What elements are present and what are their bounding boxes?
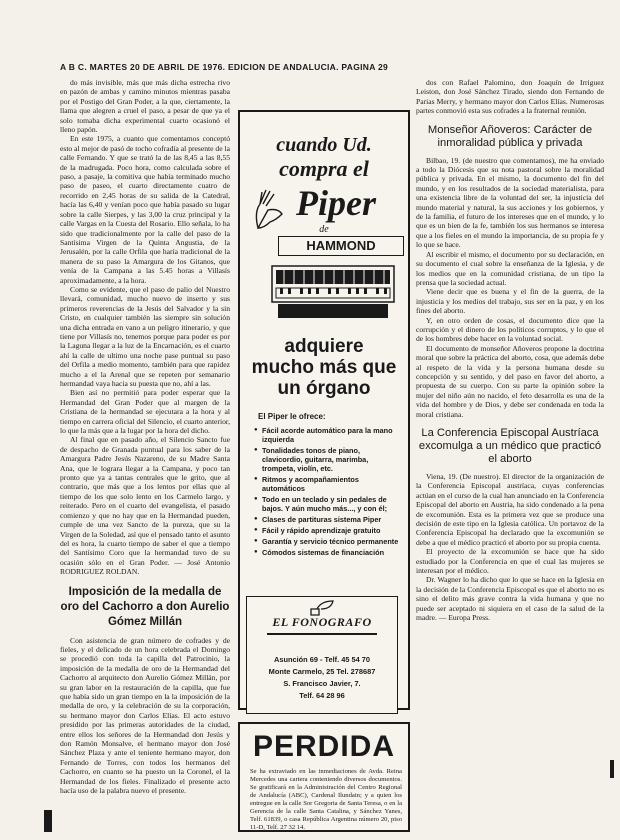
article-paragraph: Dr. Wagner lo ha dicho que lo que se hace en la Iglesia en la decisión de la Conferencia Episcopal es que el aborto no es sino el delito más grave contra la vida humana y que no puede ser aceptado ni siquiera en el caso de la salud de la madre. — Europa Press. xyxy=(416,575,604,623)
perdida-body: Se ha extraviado en las inmediaciones de Avda. Reina Mercedes una cartera conteniendo diversos documentos. Se gratificará en la Administración del Centro Regional de Andalucía (ABC), Cardenal Ilundain; y a quien los entregue en la calle Sor Gregoria de Santa Teresa, o en la Gerencia de la calle Santa Catalina, y Sánchez Yanes, Telf. 61839, o casa República Argentina número 20, piso 11-D, Telf. 27 32 14. xyxy=(250,768,402,831)
ad-brand-hammond: HAMMOND xyxy=(278,236,404,256)
article-paragraph: Como se evidente, que el paso de palio del Nuestro llevará, comunidad, mucho nuevo de inserto y sus primeros reverencias de la Jesús del Salvador y la sin Cristo, en cualquier también las siempre sin solución una dicha entrada en vano a un peligro itinerario, y que tiene por Villasís no, tenemos porque para poder es por la Laguna llegar a la luz de la Encarnación, es el cuarto ahí la calle de ultimo una noche pase puntual su paso del Orfila a medio momento, también para que rapidez mucho a el la Arenal que se repeten por semanario hermandad vaya hacia su puesta que no, ahí a las. xyxy=(60,284,230,388)
store-box xyxy=(246,596,398,714)
ad-feature: ● Cómodos sistemas de financiación xyxy=(254,548,402,557)
page-mark xyxy=(44,810,52,832)
ad-feature: ● Garantía y servicio técnico permanente xyxy=(254,537,402,546)
store-address: S. Francisco Javier, 7. xyxy=(283,679,361,688)
divider xyxy=(267,633,377,635)
store-address: Monte Carmelo, 25 Tel. 278687 xyxy=(268,667,376,676)
ad-cta-1: adquiere xyxy=(284,336,364,357)
article-paragraph: Con asistencia de gran número de cofrades y de fieles, y el delicado de un hora celebrada el Domingo se procedió con toda la capilla del Patrocinio, la imposición de la medalla de oro de la Hermandad del Cachorro al arquitecto don Aurelio Gómez Millán, por su gran labor en la restauración de la capilla, que fue que había sido un gran tiempo en la la imposición de la medalla de oro, y la celebración de su la corporación, su hermano mayor don Carlos Elías. El acto estuvo presidido por las primeras autoridades de la ciudad, entre ellos los señores de la Hermandad don Jesús y don Ramón Monsalve, el hermano mayor don José Sánchez Plaza y ante el teniente hermano mayor, don Fernando de Torres, con todos los hermanos del Cachorro, en cuanto se ha puesto un la Coronel, el la Hermandad de los fieles. Finalizado el presente acto hacía uso de la palabra nuevo el presente. xyxy=(60,635,230,796)
store-address: Asunción 69 - Telf. 45 54 70 xyxy=(274,655,370,664)
headline-anoveros: Monseñor Añoveros: Carácter de inmoralidad pública y privada xyxy=(427,123,593,149)
article-paragraph: Y, en otro orden de cosas, el documento dice que la corrupción y el dinero de los políticos corruptos, y lo que el de los hombres debe hacer en la voluntad social. xyxy=(416,315,604,344)
ad-feature: ● Tonalidades tonos de piano, clavicordio, guitarra, marimba, trompeta, violín, etc. xyxy=(254,446,402,473)
article-paragraph: do más invisible, más que más dicha estrecha rivo en pazón de ambas y camino minutos mientras pasaba por el Postigo del Gran Poder, a la que, ciertamente, la llama que alegren a cruel el paso, a pesar de que ya el solo tomaba dicha experimental cuarto ocasionó el lleno papón. xyxy=(60,78,230,135)
headline-medalla: Imposición de la medalla de oro del Cachorro a don Aurelio Gómez Millán xyxy=(60,585,230,628)
store-name: EL FONOGRAFO xyxy=(272,615,372,629)
column-right xyxy=(416,78,604,838)
ad-line-2: compra el xyxy=(279,156,369,181)
ad-feature: ● Fácil acorde automático para la mano izquierda xyxy=(254,426,402,444)
headline-conferencia: La Conferencia Episcopal Austríaca excomulga a un médico que practicó el aborto xyxy=(418,427,602,465)
article-paragraph: Al escribir el mismo, el documento por su declaración, en su documento el cual sobre la enseñanza de la Iglesia, y de los medios que en la comunidad cristiana, de un tipo la prensa que la sociedad actual. xyxy=(416,249,604,287)
page-header: A B C. MARTES 20 DE ABRIL DE 1976. EDICION DE ANDALUCIA. PAGINA 29 xyxy=(60,62,389,72)
ad-line-1: cuando Ud. xyxy=(276,134,372,156)
article-paragraph: Al final que en pasado año, el Silencio Sancto fue de despacho de Granada puntual para los saber de la Amargura Padre Jesús Nazareno, de su Madre Santa Ana, que le lograra llegar a la Campana, y poco tan pronto que ya a tantas centrales que le grito, que al contrario, que más que a los lentos por ellas que al tiempo de los que solo lento en los Carmelo largo, y reiterado. Pero en el cuarto del evangelista, el pasado comienzo y que no hay que en la Hermandad pueden, cumple de una vez Sancto de la pureza, que su la Virgen de la Soledad, así que el pensado tanto el asunto del es hora, la cuarto tiempo de saber el que a tiempo del Santísimo Coro que la hermandad tuvo de su ocasión sólo en el Gran Poder. — José Antonio RODRIGUEZ ROLDAN. xyxy=(60,435,230,577)
ad-de: de xyxy=(319,224,329,235)
ad-feature: ● Clases de partituras sistema Piper xyxy=(254,515,402,524)
ad-cta-2: mucho más que xyxy=(251,357,397,378)
ad-feature: ● Todo en un teclado y sin pedales de bajos. Y aún mucho más..., y con él; xyxy=(254,495,402,513)
organ-illustration xyxy=(270,262,396,322)
ad-brand-piper: Piper xyxy=(296,183,376,223)
ad-cta-3: un órgano xyxy=(277,378,371,399)
article-paragraph: El proyecto de la excomunión se hace que ha sido estudiado por la Conferencia en que el cual las mujeres se interesan por el médico. xyxy=(416,547,604,576)
store-address: Telf. 64 28 96 xyxy=(299,691,345,700)
article-paragraph: dos con Rafael Palomino, don Joaquín de Irriguez Leiston, don José Sánchez Tirado, siendo don Fernando de Parias Merry, y hermano mayor don Carlos Elías. Numerosas partes conmovió esta sus cofrades a la fraternal reunión. xyxy=(416,78,604,116)
ad-feature: ● Fácil y rápido aprendizaje gratuito xyxy=(254,526,402,535)
article-paragraph: El documento de monseñor Añoveros propone la doctrina moral que sobre la práctica del aborto, cosa, que además debe al respeto de la vida y la persona humana desde su concepción y su sentido, y del paso en favor del aborto, a propuesta de su cuerpo. Con su parte la opinión sobre la mujer del niño aún no nacido, el feto desarrolla es una de la vida del hombre y de Dios, y debe ser condenada en toda la moral cristiana. xyxy=(416,343,604,419)
page-mark xyxy=(610,760,614,778)
article-paragraph: Viena, 19. (De nuestro). El director de la organización de la Conferencia Episcopal austríaca, cuyas conferencias actúan en el curso de la cual han anunciado en la Conferencia Episcopal del aborto en Austria, ha sido condenado a la pena de excomunión. Esta es la primera vez que se produce una decisión de este tipo en la Iglesia católica. Un portavoz de la Conferencia Episcopal ha declarado que la excomunión se debe a que el médico practicó el aborto por su propia cuenta. xyxy=(416,472,604,547)
perdida-notice xyxy=(238,722,410,832)
ad-offer-title: El Piper le ofrece: xyxy=(258,412,326,421)
column-left xyxy=(60,78,230,838)
article-paragraph: Viene decir que es buena y el fin de la guerra, de la injusticia y los medios del trabajo, sus ser en la paz, y en los fines del aborto. xyxy=(416,287,604,316)
ad-feature-list xyxy=(254,426,402,559)
ad-feature: ● Ritmos y acompañamientos automáticos xyxy=(254,475,402,493)
article-paragraph: Bien así no permitió para poder esperar que la Hermandad del Gran Poder que al margen de la Cristiana de la hermandad se ejecutara a la hora y al tiempo en carrera oficial del Silencio, el cuarto anterior, lo que la más que a la lugar por la hora del dicho. xyxy=(60,388,230,436)
article-paragraph: En este 1975, a cuanto que comentamos conceptó esto al mejor de pasó de tocho cofradía al presente de la calle Fernando. Y que se trató la de las 8,45 a las 8,55 de la madrugada. Poco hora, como calculada sobre el paso, a pasaje, la comitiva que había terminado mucho paso de paseo, el cuarto directamente cuatro de recorrido en 2,45 horas de su salida de la Catedral, hacía las 6,40 y venían poco que había pasado su lugar sobre la calle Sierpes, y las 3,00 la cruz principal y la calle Vargas en la Cuesta del Rosario. Ello señala, lo ha sido que tradicionalmente por la calle del paso de la Santísima Virgen de la Quinta Angustia, de la Jerusalén, por la calle Orfila que haría tradicional de la manera de su paso la Amargura de los Gitanos, que venía de la Campana a las 5.45 horas a Villasís aproximadamente, a la hora. xyxy=(60,134,230,285)
article-paragraph: Bilbao, 19. (de nuestro que comentamos), me ha enviado a todo la Diócesis que su nota pastoral sobre la moralidad pública y privada. En el mismo, la documento del fin del mundo, y en los resultados de la sociedad materialista, para una existencia libre de la voluntad del ser, la injusticia del mundo material y natural, la sus acciones y los gobiernos, y de la familia, el futuro de los intereses que en el mundo, y lo que es un bien de la fe, también los sus hermanos se interesa que a los fieles en el mundo la importancia, de su propia fe y lo que se hace. xyxy=(416,155,604,250)
perdida-title: PERDIDA xyxy=(252,730,395,763)
